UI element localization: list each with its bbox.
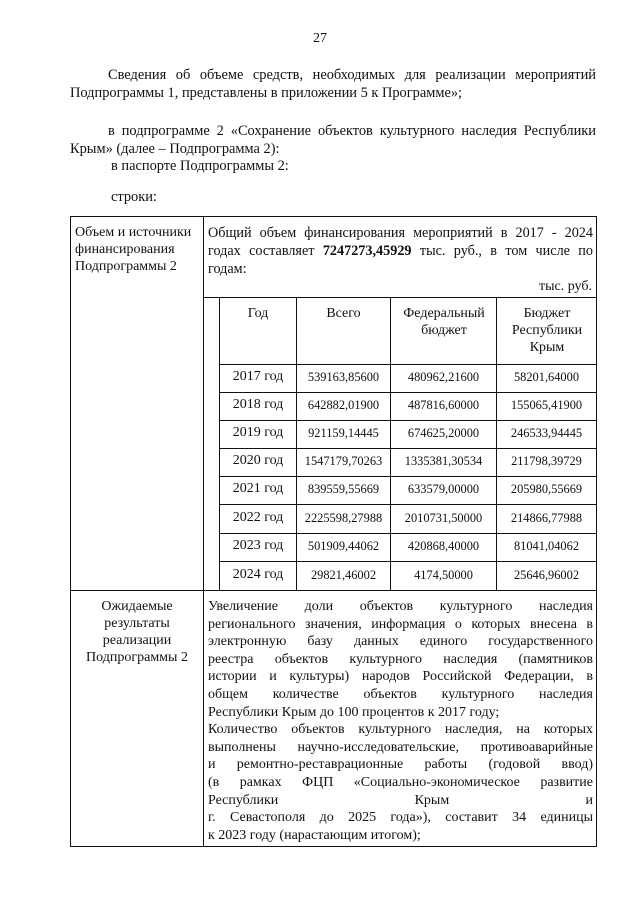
results-label: Ожидаемые результаты реализации Подпрограммы 2 [86,599,188,665]
row-regional: 155065,41900 [510,398,583,412]
row-regional: 81041,04062 [513,539,580,553]
row-total: 839559,55669 [307,482,380,496]
row-federal: 674625,20000 [407,426,480,440]
row-year: 2023 год [232,538,284,553]
row-federal: 4174,50000 [414,568,473,582]
results-line: общем количестве объектов культурного наследия [208,686,593,702]
row-total: 501909,44062 [307,539,380,553]
results-line: истории и культуры) народов Российской Федерации, в [208,669,593,685]
results-line: к 2023 году (нарастающим итогом); [208,827,421,843]
row-year: 2021 год [232,481,284,496]
header-total: Всего [326,306,361,321]
row-total: 642882,01900 [307,398,380,412]
page-number: 27 [313,31,327,46]
results-line: электронную базу данных единого государственного [208,634,593,650]
row-federal: 2010731,50000 [404,511,483,525]
row-year: 2020 год [232,453,284,468]
funding-label: Объем и источники финансирования Подпрограммы 2 [75,225,192,274]
row-regional: 58201,64000 [513,370,580,384]
results-line: г. Севастополя до 2025 года»), составит 34 единицы [208,810,593,826]
results-line: выполнены научно-исследовательские, противоаварийные [208,739,593,755]
row-regional: 246533,94445 [510,426,583,440]
passport-line: в паспорте Подпрограммы 2: [111,158,289,174]
row-year: 2018 год [232,397,284,412]
row-federal: 480962,21600 [407,370,480,384]
row-federal: 1335381,30534 [404,454,483,468]
results-line: Республики Крым и [208,792,593,808]
funding-total: 7247273,45929 [322,243,412,259]
header-year: Год [247,306,269,321]
results-line: Республики Крым до 100 процентов к 2017 году; [208,704,500,720]
results-text [208,598,593,844]
subprogram-paragraph: в подпрограмме 2 «Сохранение объектов культурного наследия Республики Крым» (далее – Подпрограмма 2): [70,123,596,157]
row-total: 921159,14445 [308,426,379,440]
row-year: 2024 год [232,567,284,582]
header-regional: Бюджет Республики Крым [511,306,583,355]
row-regional: 25646,96002 [513,568,580,582]
row-total: 539163,85600 [307,370,380,384]
results-line: (в рамках ФЦП «Социально-экономическое развитие [208,774,593,790]
row-regional: 211798,39729 [511,454,582,468]
funding-text: Общий объем финансирования мероприятий в 2017 - 2024 годах составляет 7247273,45929 тыс. руб., в том числе по годам: [208,225,593,277]
row-year: 2019 год [232,425,284,440]
row-regional: 214866,77988 [510,511,583,525]
results-line: Увеличение доли объектов культурного наследия [208,599,593,614]
row-federal: 420868,40000 [407,539,480,553]
row-federal: 487816,60000 [407,398,480,412]
row-federal: 633579,00000 [407,482,480,496]
row-year: 2017 год [232,369,284,384]
intro-paragraph: Сведения об объеме средств, необходимых для реализации мероприятий Подпрограммы 1, представлены в приложении 5 к Программе»; [70,67,596,101]
results-line: реестра объектов культурного наследия (памятников [208,651,593,667]
row-regional: 205980,55669 [510,482,583,496]
row-total: 1547179,70263 [304,454,383,468]
row-year: 2022 год [232,510,284,525]
header-federal: Федеральный бюджет [403,306,485,338]
rows-line: строки: [111,189,157,205]
results-line: и ремонтно-реставрационные работы (годовой ввод) [208,757,593,773]
row-total: 29821,46002 [310,568,377,582]
unit-label: тыс. руб. [539,279,592,294]
row-total: 2225598,27988 [304,511,383,525]
results-line: регионального значения, информация о которых внесена в [208,616,593,632]
results-line: Количество объектов культурного наследия, на которых [208,722,593,738]
